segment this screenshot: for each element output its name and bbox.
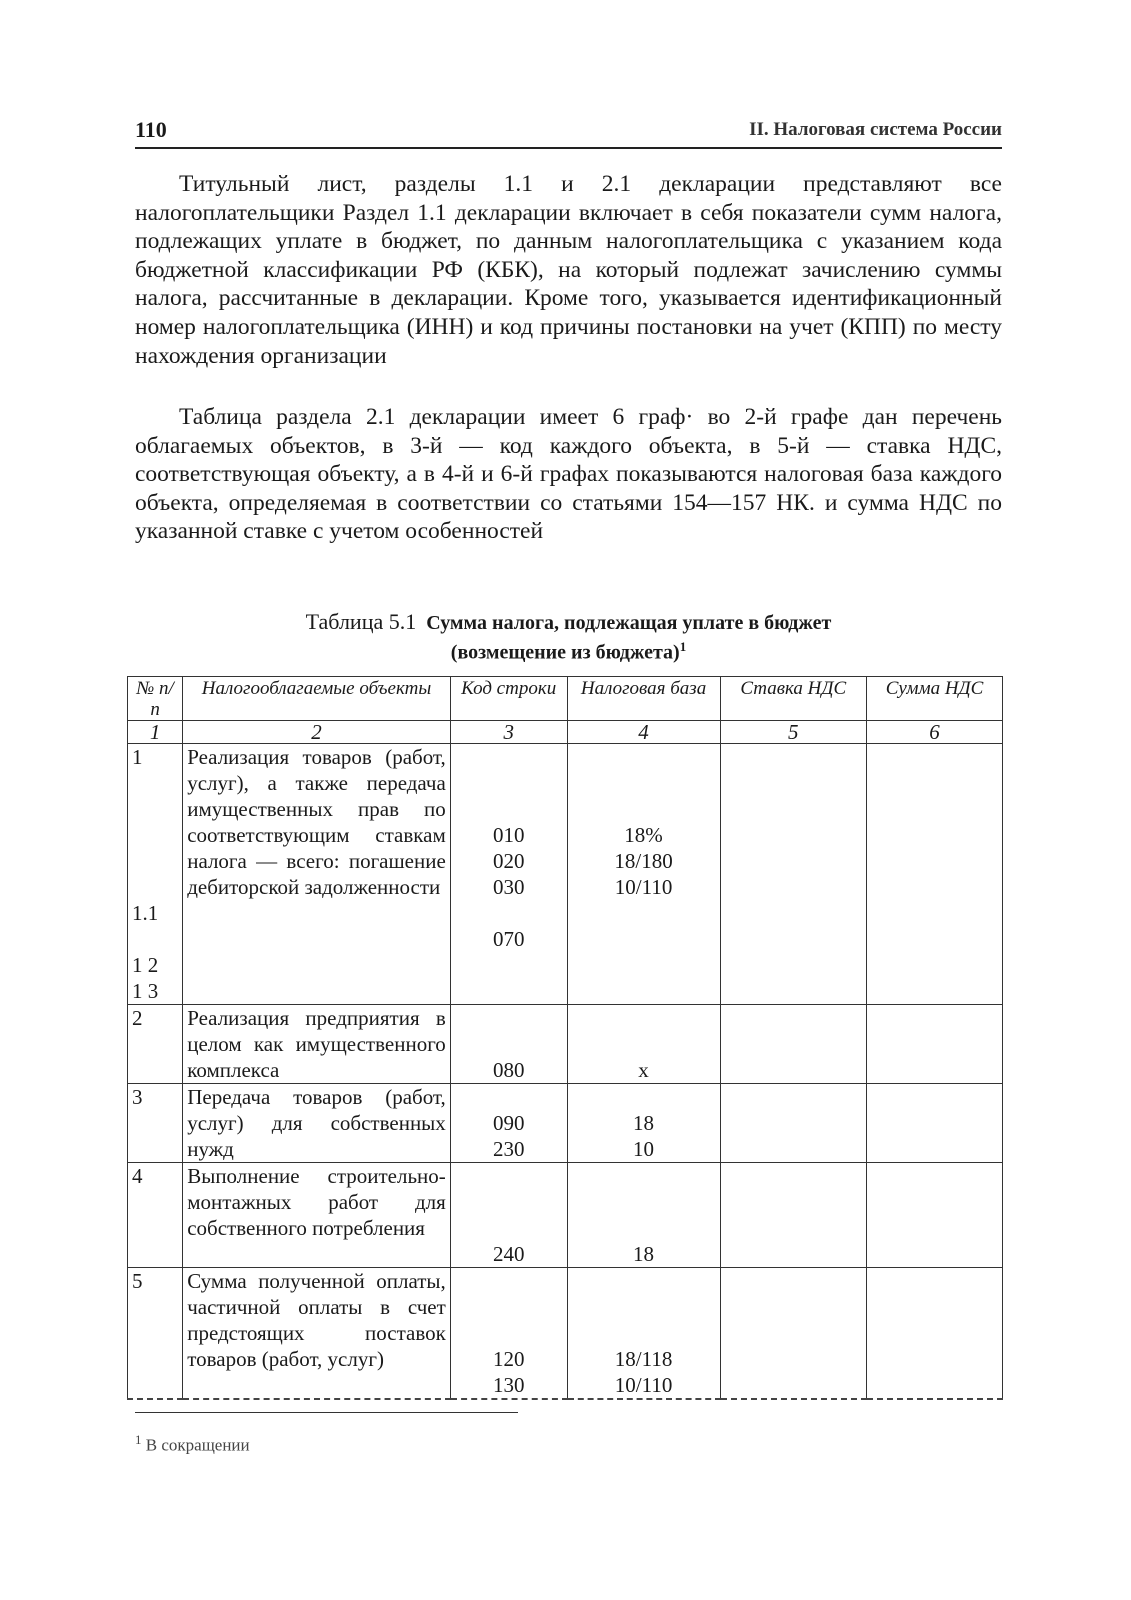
column-number: 5 [720, 721, 867, 744]
column-number: 4 [567, 721, 720, 744]
row-base: 10/110 [614, 875, 673, 899]
object-name: Сумма полученной оплаты, частичной оплаты в счет предстоящих поставок товаров (работ, услуг) [183, 1268, 451, 1400]
table-caption [135, 610, 1002, 665]
code-cell [450, 1163, 567, 1268]
code-cell [450, 744, 567, 1005]
row-number: 1 [132, 745, 143, 769]
table-row [128, 1084, 1003, 1163]
paragraph-2: Таблица раздела 2.1 декларации имеет 6 граф· во 2-й графе дан перечень облагаемых объектов, в 3-й — код каждого объекта, в 5-й — ставка НДС, соответствующая объекту, а в 4-й и 6-й графах показываются налоговая база каждого объекта, определяемая в соответствии со статьями 154—157 НК. и сумма НДС по указанной ставке с учетом особенностей [135, 404, 1002, 545]
header-base: Налоговая база [567, 677, 720, 721]
table-row [128, 1268, 1003, 1400]
header-objects: Налогооблагаемые объекты [183, 677, 451, 721]
footnote [135, 1432, 250, 1456]
code-cell [450, 1268, 567, 1400]
footnote-text: В сокращении [145, 1435, 250, 1455]
page-number: 110 [135, 117, 167, 142]
base-cell [567, 1268, 720, 1400]
row-code: 010 [492, 823, 525, 847]
row-base: 10 [633, 1137, 655, 1161]
table-label: Таблица 5.1 [305, 609, 417, 634]
sum-cell [867, 744, 1003, 1005]
sum-cell [867, 1163, 1003, 1268]
base-cell [567, 1084, 720, 1163]
table-subtitle: (возмещение из бюджета) [450, 641, 680, 664]
row-base: х [638, 1058, 649, 1082]
tax-table [127, 676, 1003, 1400]
running-head: II. Налоговая система России [749, 119, 1002, 140]
row-code: 070 [492, 927, 525, 951]
row-base: 10/110 [614, 1373, 673, 1397]
object-name: Выполнение строительно-монтажных работ для собственного потребления [183, 1163, 451, 1268]
rate-cell [720, 744, 867, 1005]
row-base: 18/180 [614, 849, 673, 873]
column-number: 2 [183, 721, 451, 744]
row-base: 18 [633, 1242, 655, 1266]
table-row [128, 1163, 1003, 1268]
row-number-cell [128, 744, 183, 1005]
row-code: 030 [492, 875, 525, 899]
row-number: 2 [128, 1005, 183, 1084]
row-number: 4 [128, 1163, 183, 1268]
table-header-row [128, 677, 1003, 721]
base-cell [567, 1163, 720, 1268]
row-code: 130 [492, 1373, 525, 1397]
row-number: 3 [128, 1084, 183, 1163]
column-number-row [128, 721, 1003, 744]
rate-cell [720, 1084, 867, 1163]
sum-cell [867, 1084, 1003, 1163]
row-base: 18 [633, 1111, 655, 1135]
table-footnote-mark: 1 [679, 639, 687, 654]
column-number: 1 [128, 721, 183, 744]
rate-cell [720, 1163, 867, 1268]
row-code: 090 [492, 1111, 525, 1135]
row-number: 5 [128, 1268, 183, 1400]
table-row [128, 744, 1003, 1005]
object-name: Реализация предприятия в целом как имущественного комплекса [183, 1005, 451, 1084]
header-code: Код строки [450, 677, 567, 721]
rate-cell [720, 1005, 867, 1084]
sum-cell [867, 1268, 1003, 1400]
object-name: Реализация товаров (работ, услуг), а также передача имущественных прав по соответствующим ставкам налога — всего: погашение дебиторской задолженности [183, 744, 451, 1005]
column-number: 3 [450, 721, 567, 744]
rate-cell [720, 1268, 867, 1400]
footnote-mark: 1 [135, 1432, 142, 1447]
code-cell [450, 1084, 567, 1163]
row-number: 1.1 [132, 901, 159, 925]
column-number: 6 [867, 721, 1003, 744]
header-num: № п/п [128, 677, 183, 721]
sum-cell [867, 1005, 1003, 1084]
row-base: 18% [624, 823, 663, 847]
code-cell [450, 1005, 567, 1084]
row-code: 230 [492, 1137, 525, 1161]
paragraph-1: Титульный лист, разделы 1.1 и 2.1 декларации представляют все налогоплательщики Раздел 1.1 декларации включает в себя показатели сумм налога, подлежащих уплате в бюджет, по данным налогоплательщика с указанием кода бюджетной классификации РФ (КБК), на который подлежат зачислению суммы налога, рассчитанные в декларации. Кроме того, указывается идентификационный номер налогоплательщика (ИНН) и код причины постановки на учет (КПП) по месту нахождения организации [135, 171, 1002, 369]
base-cell [567, 744, 720, 1005]
row-number: 1 2 [132, 953, 159, 977]
row-code: 080 [492, 1058, 525, 1082]
footnote-rule [135, 1412, 518, 1413]
row-code: 240 [492, 1242, 525, 1266]
row-code: 120 [492, 1347, 525, 1371]
header-rate: Ставка НДС [720, 677, 867, 721]
table-title: Сумма налога, подлежащая уплате в бюджет [426, 612, 832, 634]
header-sum: Сумма НДС [867, 677, 1003, 721]
row-number: 1 3 [132, 979, 159, 1003]
row-base: 18/118 [614, 1347, 673, 1371]
page-header [135, 113, 1002, 149]
row-code: 020 [492, 849, 525, 873]
table-row [128, 1005, 1003, 1084]
base-cell [567, 1005, 720, 1084]
object-name: Передача товаров (работ, услуг) для собственных нужд [183, 1084, 451, 1163]
